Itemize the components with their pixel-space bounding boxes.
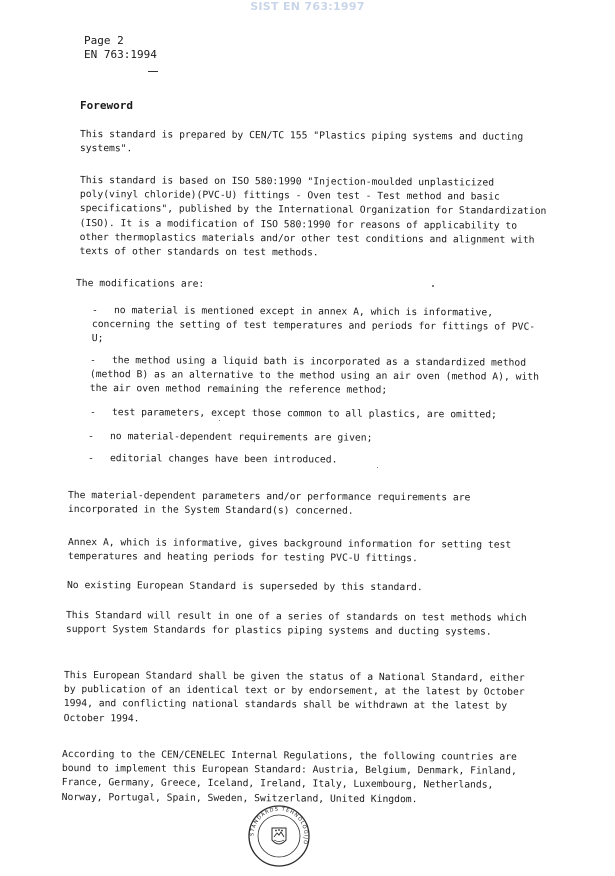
paragraph-series: This Standard will result in one of a series of standards on test methods which support System Standards for plastics piping systems and ducting systems. — [65, 610, 527, 638]
section-heading: Foreword — [80, 99, 133, 112]
list-dash: - — [91, 304, 98, 317]
scan-speck — [432, 285, 434, 287]
list-dash: - — [89, 354, 96, 367]
modification-text: the method using a liquid bath is incorporated as a standardized method (method B) as an alternative to the method using an air oven (method A), with the air oven method remaining the reference method; — [89, 355, 539, 397]
modification-item — [88, 430, 538, 447]
seal-inner-ring — [258, 815, 300, 857]
official-seal — [247, 804, 311, 868]
list-dash: - — [87, 452, 94, 465]
margin-mark — [148, 71, 158, 72]
paragraph-material-parameters: The material-dependent parameters and/or performance requirements are incorporated in the System Standard(s) concerned. — [67, 489, 471, 517]
paragraph-prepared-by: This standard is prepared by CEN/TC 155 "Plastics piping systems and ducting systems". — [79, 128, 524, 155]
document-id: EN 763:1994 — [84, 48, 157, 61]
modification-item — [92, 304, 542, 349]
modification-text: no material is mentioned except in annex A, which is informative, concerning the setting of test temperatures and periods for fittings of PVC-U; — [91, 305, 536, 345]
modification-item — [90, 406, 540, 423]
modification-text: no material-dependent requirements are given; — [109, 431, 373, 444]
page-reference — [84, 34, 157, 62]
modification-item — [90, 354, 540, 399]
paragraph-based-on: This standard is based on ISO 580:1990 "Injection-moulded unplasticized poly(vinyl chloride)(PVC-U) fittings - Oven test - Test method and basic specifications", published by the International Organization for Standardization (ISO). It is a modification of ISO 580:1990 for reasons of applicability to other thermoplastics materials and/or other test conditions and alignment with texts of other standards on test methods. — [79, 174, 547, 259]
scan-speck — [377, 467, 378, 468]
modifications-intro: The modifications are: — [75, 277, 205, 290]
paragraph-countries: According to the CEN/CENELEC Internal Regulations, the following countries are bound to implement this European Standard: Austria, Belgium, Denmark, Finland, France, Germany, Greece, Iceland, Ireland, Italy, Luxembourg, Netherlands, Norway, Portugal, Spain, Sweden, Switzerland, United Kingdom. — [61, 749, 517, 805]
list-dash: - — [89, 406, 96, 419]
page-label: Page 2 — [84, 34, 124, 47]
coat-of-arms-icon — [272, 828, 286, 844]
paragraph-not-superseded: No existing European Standard is superseded by this standard. — [66, 580, 423, 594]
paragraph-annex-a: Annex A, which is informative, gives background information for setting test temperatures and heating periods for testing PVC-U fittings. — [67, 537, 512, 565]
modification-text: test parameters, except those common to all plastics, are omitted; — [111, 407, 497, 421]
scan-speck — [219, 420, 220, 421]
list-dash: - — [87, 430, 94, 443]
watermark-header: SIST EN 763:1997 — [250, 0, 365, 13]
seal-text: STANDARDS TEHNOLOGIJO — [249, 806, 309, 846]
modification-text: editorial changes have been introduced. — [109, 453, 338, 466]
modification-item — [88, 452, 538, 469]
paragraph-status: This European Standard shall be given the status of a National Standard, either by publication of an identical text or by endorsement, at the latest by October 1994, and conflicting national standards shall be withdrawn at the latest by October 1994. — [63, 670, 525, 725]
